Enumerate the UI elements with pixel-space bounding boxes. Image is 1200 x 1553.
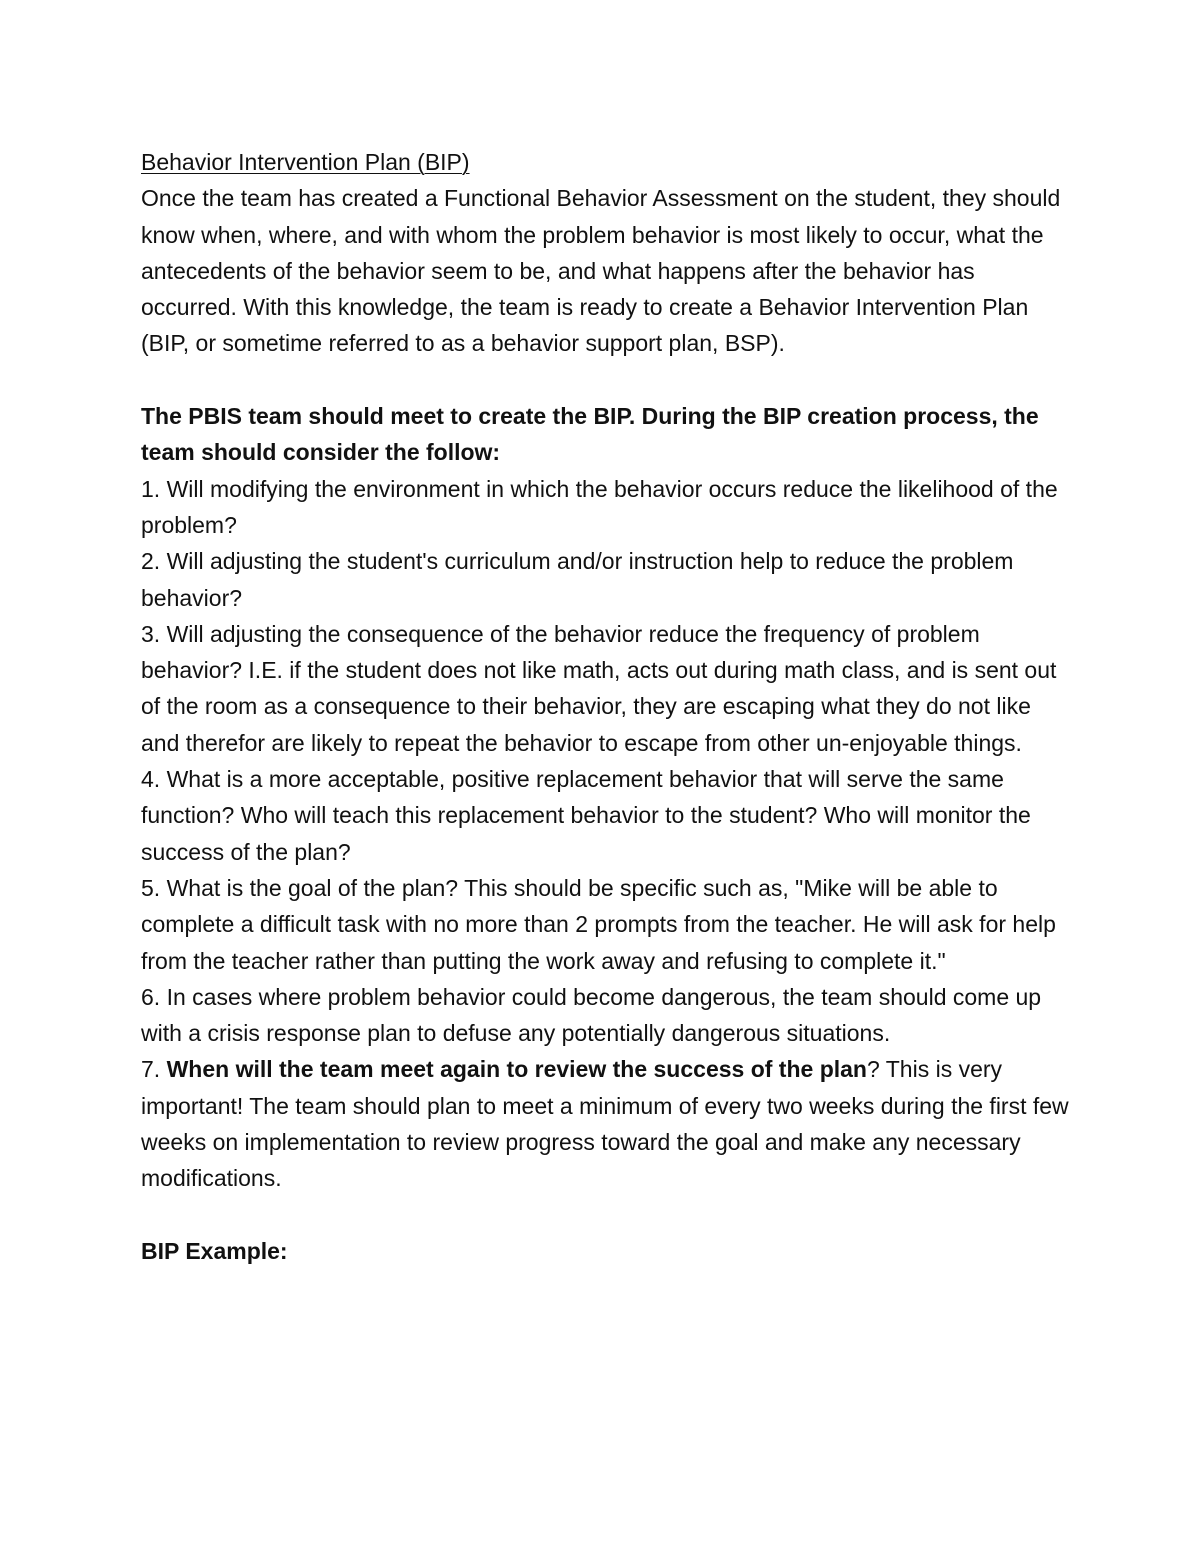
list-item-6 xyxy=(141,979,1071,1052)
document-title: Behavior Intervention Plan (BIP) xyxy=(141,149,470,175)
list-item-number: 6. xyxy=(141,983,161,1010)
list-item-text: Will modifying the environment in which the behavior occurs reduce the likelihood of the problem? xyxy=(141,475,1058,538)
list-item-number: 2. xyxy=(141,548,161,575)
list-item-4 xyxy=(141,761,1071,870)
list-item-2 xyxy=(141,543,1071,616)
list-item-3 xyxy=(141,616,1071,761)
list-item-number: 4. xyxy=(141,766,161,793)
list-item-number: 5. xyxy=(141,874,161,901)
document-body xyxy=(141,144,1071,1269)
list-item-number: 1. xyxy=(141,475,161,502)
list-item-number: 7. xyxy=(141,1056,161,1083)
list-item-7 xyxy=(141,1051,1071,1196)
list-item-5 xyxy=(141,870,1071,979)
list-item-number: 3. xyxy=(141,620,161,647)
intro-paragraph: Once the team has created a Functional Behavior Assessment on the student, they should know when, where, and with whom the problem behavior is most likely to occur, what the antecedents of the behavior seem to be, and what happens after the behavior has occurred. With this knowledge, the team is ready to create a Behavior Intervention Plan (BIP, or sometime referred to as a behavior support plan, BSP). xyxy=(141,185,1061,357)
paragraph-spacer xyxy=(141,362,1071,398)
list-item-bold-question: When will the team meet again to review the success of the plan xyxy=(166,1056,867,1083)
list-item-text: Will adjusting the consequence of the behavior reduce the frequency of problem behavior? I.E. if the student does not like math, acts out during math class, and is sent out of the room as a consequence to their behavior, they are escaping what they do not like and therefor are likely to repeat the behavior to escape from other un-enjoyable things. xyxy=(141,620,1057,756)
list-item-1 xyxy=(141,471,1071,544)
paragraph-spacer xyxy=(141,1197,1071,1233)
list-item-text: What is the goal of the plan? This should be specific such as, "Mike will be able to complete a difficult task with no more than 2 prompts from the teacher. He will ask for help from the teacher rather than putting the work away and refusing to complete it." xyxy=(141,874,1056,974)
list-item-text: What is a more acceptable, positive replacement behavior that will serve the same function? Who will teach this replacement behavior to the student? Who will monitor the success of the plan? xyxy=(141,766,1031,865)
list-item-text: Will adjusting the student's curriculum and/or instruction help to reduce the problem behavior? xyxy=(141,548,1014,611)
section-heading: The PBIS team should meet to create the BIP. During the BIP creation process, the team should consider the follow: xyxy=(141,403,1039,466)
list-item-text: In cases where problem behavior could become dangerous, the team should come up with a crisis response plan to defuse any potentially dangerous situations. xyxy=(141,983,1042,1047)
example-heading: BIP Example: xyxy=(141,1237,288,1264)
list-item-text: ? This is very important! The team should plan to meet a minimum of every two weeks during the first few weeks on implementation to review progress toward the goal and make any necessary modifications. xyxy=(141,1056,1069,1192)
